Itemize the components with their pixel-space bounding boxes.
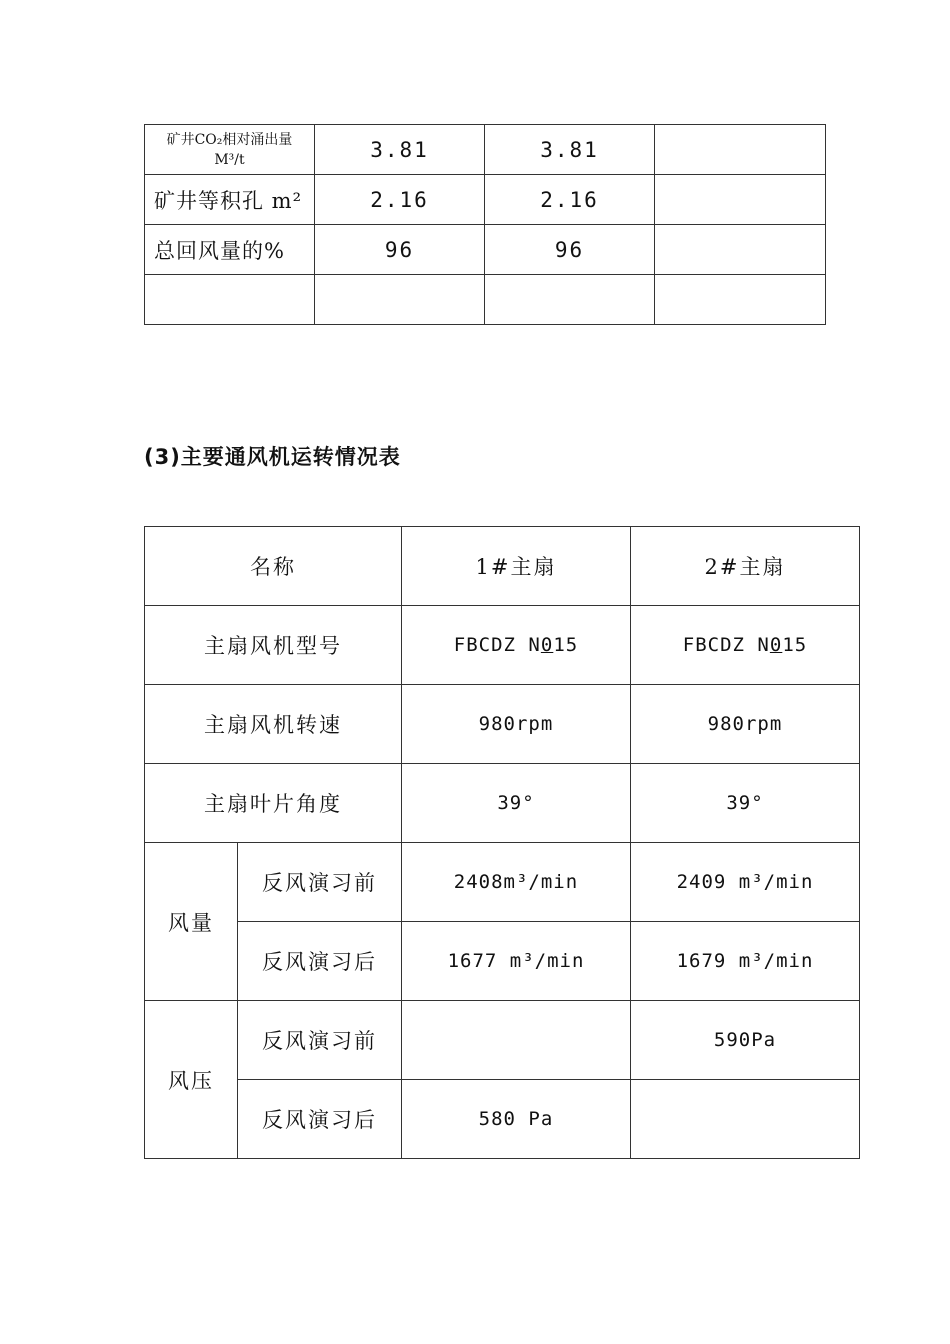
row-label-before-drill: 反风演习前 bbox=[238, 843, 402, 922]
row-label-model: 主扇风机型号 bbox=[145, 606, 402, 685]
header-name: 名称 bbox=[145, 527, 402, 606]
cell-value: 96 bbox=[315, 225, 485, 275]
table-row bbox=[145, 175, 826, 225]
cell-empty bbox=[485, 275, 655, 325]
fan2-volume-after: 1679 m³/min bbox=[631, 922, 860, 1001]
fan1-blade-angle: 39° bbox=[402, 764, 631, 843]
fan1-speed: 980rpm bbox=[402, 685, 631, 764]
table-row bbox=[145, 275, 826, 325]
main-fan-operation-table bbox=[144, 526, 860, 1159]
row-label-before-drill: 反风演习前 bbox=[238, 1001, 402, 1080]
row-label-co2 bbox=[145, 125, 315, 175]
fan2-blade-angle: 39° bbox=[631, 764, 860, 843]
row-label-after-drill: 反风演习后 bbox=[238, 1080, 402, 1159]
header-fan2: 2#主扇 bbox=[631, 527, 860, 606]
table-row bbox=[145, 225, 826, 275]
table-row bbox=[145, 606, 860, 685]
fan1-volume-before: 2408m³/min bbox=[402, 843, 631, 922]
fan1-model bbox=[402, 606, 631, 685]
table-header-row bbox=[145, 527, 860, 606]
cell-empty bbox=[655, 275, 826, 325]
cell-value bbox=[655, 225, 826, 275]
fan1-model-suffix: 15 bbox=[553, 634, 579, 656]
row-label-return-air-percent: 总回风量的% bbox=[145, 225, 315, 275]
cell-value: 2.16 bbox=[485, 175, 655, 225]
header-fan1: 1#主扇 bbox=[402, 527, 631, 606]
row-label-co2-line2: M³/t bbox=[214, 151, 245, 168]
row-label-after-drill: 反风演习后 bbox=[238, 922, 402, 1001]
group-label-pressure: 风压 bbox=[145, 1001, 238, 1159]
fan2-model bbox=[631, 606, 860, 685]
table-row bbox=[145, 1001, 860, 1080]
fan2-model-underlined: 0 bbox=[769, 634, 783, 656]
cell-value bbox=[655, 175, 826, 225]
fan2-pressure-after bbox=[631, 1080, 860, 1159]
cell-value: 2.16 bbox=[315, 175, 485, 225]
row-label-speed: 主扇风机转速 bbox=[145, 685, 402, 764]
fan2-model-suffix: 15 bbox=[782, 634, 808, 656]
fan2-pressure-before: 590Pa bbox=[631, 1001, 860, 1080]
row-label-blade-angle: 主扇叶片角度 bbox=[145, 764, 402, 843]
fan1-pressure-after: 580 Pa bbox=[402, 1080, 631, 1159]
fan1-pressure-before bbox=[402, 1001, 631, 1080]
cell-value: 3.81 bbox=[485, 125, 655, 175]
table-row bbox=[145, 843, 860, 922]
cell-value bbox=[655, 125, 826, 175]
table-row bbox=[145, 1080, 860, 1159]
group-label-volume: 风量 bbox=[145, 843, 238, 1001]
table-row bbox=[145, 764, 860, 843]
cell-value: 96 bbox=[485, 225, 655, 275]
row-label-equivalent-orifice: 矿井等积孔 m² bbox=[145, 175, 315, 225]
fan1-model-underlined: 0 bbox=[540, 634, 554, 656]
table-row bbox=[145, 922, 860, 1001]
mine-ventilation-params-table bbox=[144, 124, 826, 325]
row-label-co2-line1: 矿井CO₂相对涌出量 bbox=[166, 131, 293, 148]
fan2-speed: 980rpm bbox=[631, 685, 860, 764]
section-heading: (3)主要通风机运转情况表 bbox=[144, 445, 401, 469]
cell-empty bbox=[315, 275, 485, 325]
fan1-volume-after: 1677 m³/min bbox=[402, 922, 631, 1001]
fan2-volume-before: 2409 m³/min bbox=[631, 843, 860, 922]
cell-value: 3.81 bbox=[315, 125, 485, 175]
table-row bbox=[145, 125, 826, 175]
table-row bbox=[145, 685, 860, 764]
fan1-model-prefix: FBCDZ N bbox=[453, 634, 541, 656]
fan2-model-prefix: FBCDZ N bbox=[682, 634, 770, 656]
cell-empty bbox=[145, 275, 315, 325]
